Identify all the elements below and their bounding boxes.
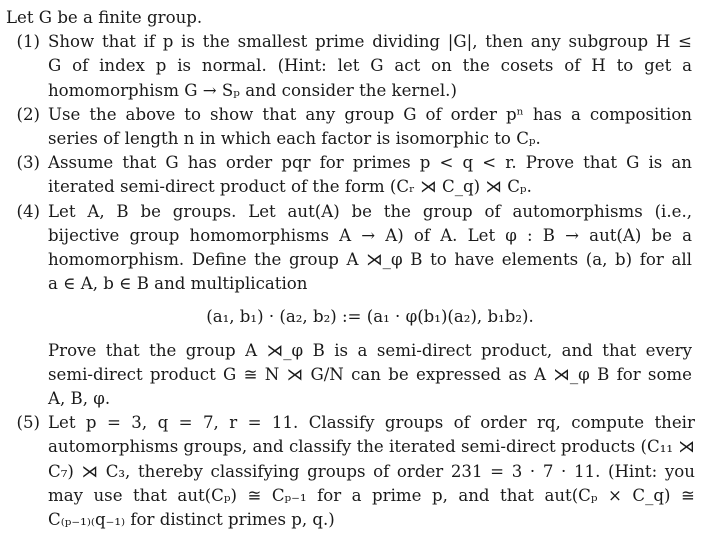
problem-line: bijective group homomorphisms A → A) of A. Let φ : B → aut(A) be a [48,225,692,245]
problem-line: Assume that G has order pqr for primes p < q < r. Prove that G is an [48,153,692,173]
problem-number: (2) [16,104,40,124]
problem-line: homomorphism G → Sₚ and consider the kernel.) [48,80,457,100]
multiplication-formula: (a₁, b₁) · (a₂, b₂) := (a₁ · φ(b₁)(a₂), b₁b₂). [206,307,534,327]
problem-line: series of length n in which each factor is isomorphic to Cₚ. [48,129,541,149]
problem-line: a ∈ A, b ∈ B and multiplication [48,274,308,294]
problem-number: (3) [16,153,40,173]
problem-4 [6,200,692,412]
problem-line: Use the above to show that any group G of order pⁿ has a composition [48,104,692,124]
problem-1 [6,30,692,103]
problem-line: C₇) ⋊ C₃, thereby classifying groups of order 231 = 3 · 7 · 11. (Hint: you [48,461,695,481]
problem-line: automorphisms groups, and classify the iterated semi-direct products (C₁₁ ⋊ [48,437,695,457]
problem-5 [6,411,695,532]
problem-line: homomorphism. Define the group A ⋊_φ B to have elements (a, b) for all [48,250,692,270]
problem-line: Prove that the group A ⋊_φ B is a semi-direct product, and that every [48,340,692,360]
problem-body [48,30,692,103]
problem-body [48,200,692,412]
problem-line: C₍ₚ₋₁₎₍q₋₁₎ for distinct primes p, q.) [48,510,335,530]
problem-number: (5) [16,413,40,433]
problem-number: (1) [16,32,40,52]
problem-line: Let p = 3, q = 7, r = 11. Classify groups of order rq, compute their [48,413,695,433]
problem-3 [6,151,692,199]
problem-2 [6,103,692,151]
problem-line: semi-direct product G ≅ N ⋊ G/N can be expressed as A ⋊_φ B for some [48,364,692,384]
problem-line: A, B, φ. [48,389,111,409]
problem-line: Let A, B be groups. Let aut(A) be the group of automorphisms (i.e., [48,201,692,221]
problem-line: iterated semi-direct product of the form (Cᵣ ⋊ C_q) ⋊ Cₚ. [48,177,532,197]
problem-line: Show that if p is the smallest prime dividing |G|, then any subgroup H ≤ [48,32,692,52]
problem-line: may use that aut(Cₚ) ≅ Cₚ₋₁ for a prime p, and that aut(Cₚ × C_q) ≅ [48,485,695,505]
intro-text: Let G be a finite group. [6,8,203,27]
problem-number: (4) [16,201,40,221]
problem-line: G of index p is normal. (Hint: let G act on the cosets of H to get a [48,56,692,76]
problem-body [48,151,692,199]
problem-body [48,103,692,151]
problem-body [48,411,695,532]
